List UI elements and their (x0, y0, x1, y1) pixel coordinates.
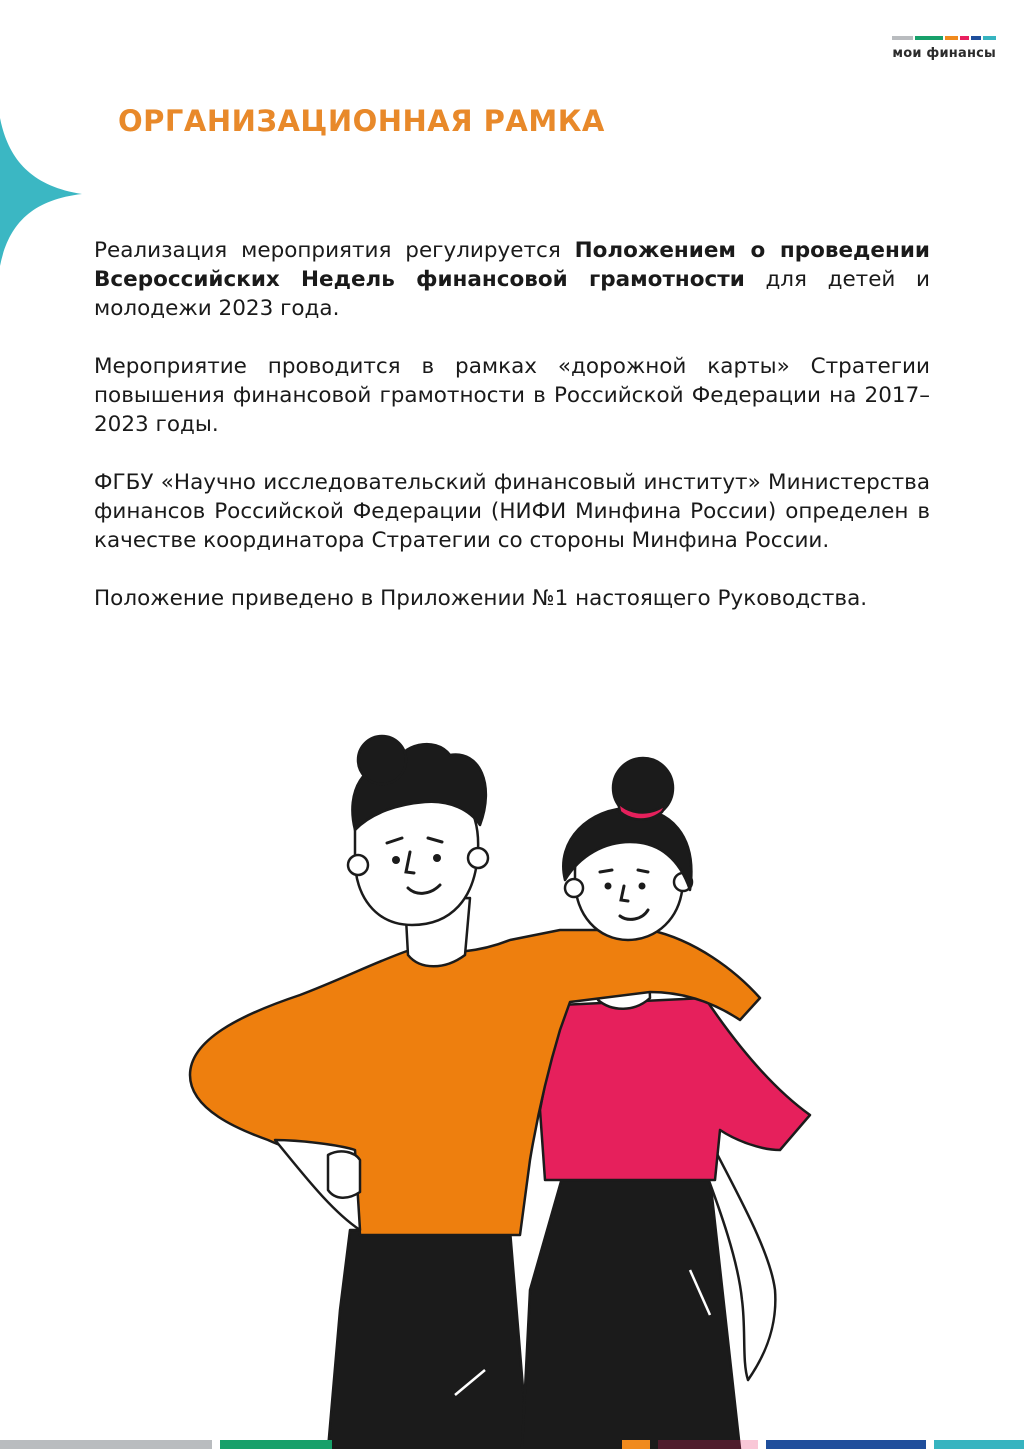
paragraph-strategy: Мероприятие проводится в рамках «дорожной карты» Стратегии повышения финансовой грамотности в Российской Федерации на 2017–2023 годы. (94, 354, 930, 437)
logo-text: мои финансы (892, 46, 996, 61)
girl-eyebrow-right (638, 870, 648, 872)
footer-stripe-green (220, 1440, 332, 1449)
paragraph-regulation-tail: для детей и молодежи 2023 года. (94, 267, 930, 321)
teal-star-decoration (0, 118, 90, 268)
footer-color-bar (0, 1440, 1024, 1449)
girl-eye-right (639, 883, 646, 890)
logo-stripe-gray (892, 36, 913, 40)
paragraph-regulation (94, 236, 930, 323)
body-text (94, 236, 930, 642)
boy-eye-left (392, 856, 400, 864)
page-title: ОРГАНИЗАЦИОННАЯ РАМКА (118, 104, 605, 138)
boy-trousers (328, 1230, 528, 1449)
logo-stripe-pink (960, 36, 969, 40)
logo-stripe-blue (971, 36, 980, 40)
logo-stripe-green (915, 36, 943, 40)
footer-stripe-pink (658, 1440, 758, 1449)
footer-stripe-gray (0, 1440, 212, 1449)
regulation-document-name: Положением о проведении Всероссийских Недель финансовой грамотности (94, 238, 930, 292)
girl-eye-left (605, 883, 612, 890)
paragraph-coordinator: ФГБУ «Научно исследовательский финансовый институт» Министерства финансов Российской Федерации (НИФИ Минфина России) определен в качестве координатора Стратегии со стороны Минфина России. (94, 470, 930, 553)
girl-pink-shirt (540, 998, 810, 1180)
girl-trousers (522, 1178, 740, 1449)
logo-stripe-orange (945, 36, 958, 40)
footer-stripe-teal (934, 1440, 1024, 1449)
logo-stripe-teal (983, 36, 996, 40)
two-people-illustration-icon (150, 730, 850, 1449)
paragraph-regulation-lead: Реализация мероприятия регулируется (94, 238, 575, 263)
girl-eyebrow-left (600, 870, 612, 872)
logo-stripes (892, 36, 996, 40)
footer-stripe-blue (766, 1440, 926, 1449)
footer-stripe-orange (622, 1440, 650, 1449)
boy-eye-right (433, 854, 441, 862)
brand-logo[interactable] (892, 36, 996, 61)
paragraph-appendix: Положение приведено в Приложении №1 настоящего Руководства. (94, 586, 868, 611)
